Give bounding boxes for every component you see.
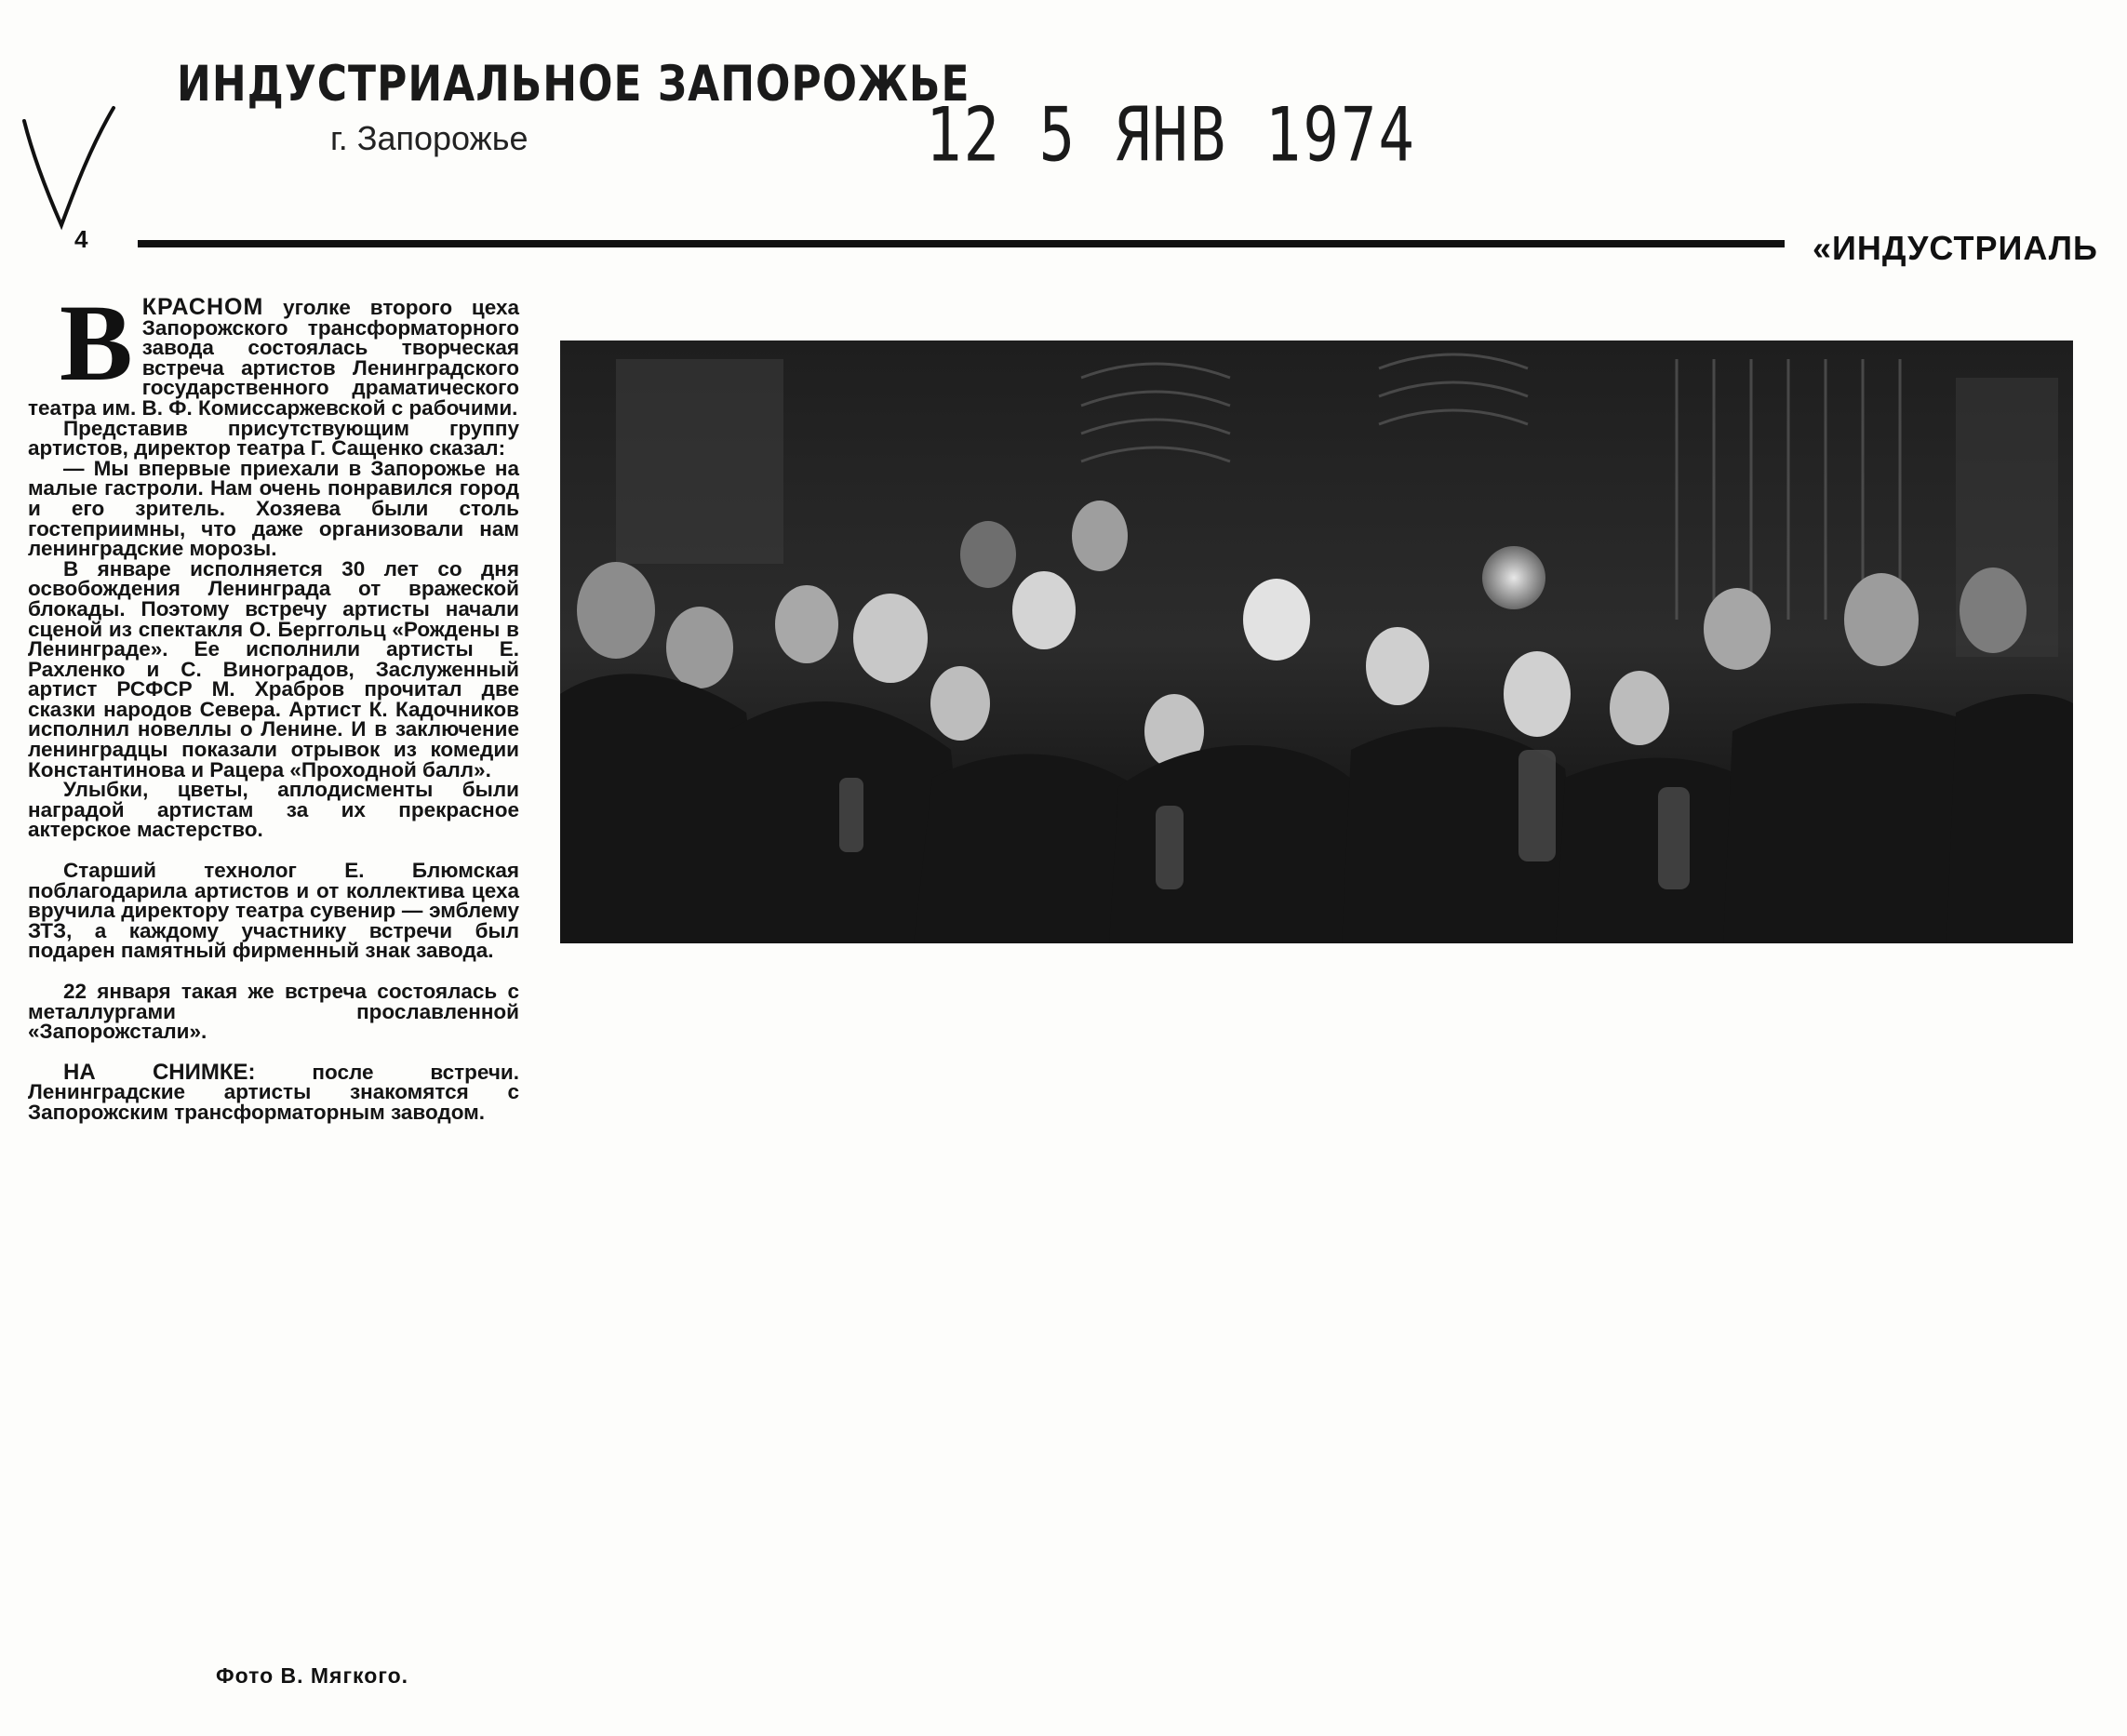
paragraph-5: Улыбки, цветы, аплодисменты были наградой артистам за их прекрасное актерское мастерство. [28,778,519,842]
stamp-city: г. Запорожье [330,119,528,157]
photo-credit: Фото В. Мягкого. [216,1663,409,1688]
article-lead-paragraph [28,282,519,420]
paragraph-2: Представив присутствующим группу артистов, директор театра Г. Сащенко сказал: [28,416,519,461]
article-body [28,282,520,1124]
photo-illustration [560,341,2073,943]
page-number: 4 [74,225,88,253]
lead-word: КРАСНОМ [141,294,264,320]
header-rule [138,240,1785,247]
news-photo [560,341,2073,943]
caption-text: после встречи. Ленинградские артисты знакомятся с Запорожским трансформаторным заводом. [28,1060,520,1124]
drop-cap: В [60,282,133,404]
stamp-newspaper-name: ИНДУСТРИАЛЬНОЕ ЗАПОРОЖЬЕ [177,56,970,114]
paragraph-1: уголке второго цеха Запорожского трансформаторного завода состоялась творческая встреча артистов Ленинградского государственного драматического театра им. В. Ф. Комиссаржевской с рабочими. [28,296,519,420]
paragraph-7: 22 января такая же встреча состоялась с металлургами прославленной «Запорожстали». [28,980,519,1044]
paragraph-4: В январе исполняется 30 лет со дня освобождения Ленинграда от вражеской блокады. Поэтому встречу артисты начали сценой из спектакля О. Берггольц «Рождены в Ленинграде». Ее исполнили артисты Е. Рахленко и С. Виноградов, Заслуженный артист РСФСР М. Храбров прочитал две сказки народов Севера. Артист К. Кадочников исполнил новеллы о Ленине. И в заключение ленинградцы показали отрывок из комедии Константинова и Рацера «Проходной балл». [28,556,519,781]
photo-caption [28,1059,520,1124]
checkmark-icon [20,102,123,233]
paragraph-6: Старший технолог Е. Блюмская поблагодарила артистов и от коллектива цеха вручила директору театра сувенир — эмблему ЗТЗ, а каждому участнику встречи был подарен памятный фирменный знак завода. [28,859,519,963]
caption-label: НА СНИМКЕ: [63,1059,256,1085]
paragraph-3: — Мы впервые приехали в Запорожье на малые гастроли. Нам очень понравился город и его зритель. Хозяева были столь гостеприимны, что даже организовали нам ленинградские морозы. [28,456,519,561]
stamp-date: 12 5 ЯНВ 1974 [926,93,1416,180]
masthead: «ИНДУСТРИАЛЬ [1813,229,2098,267]
